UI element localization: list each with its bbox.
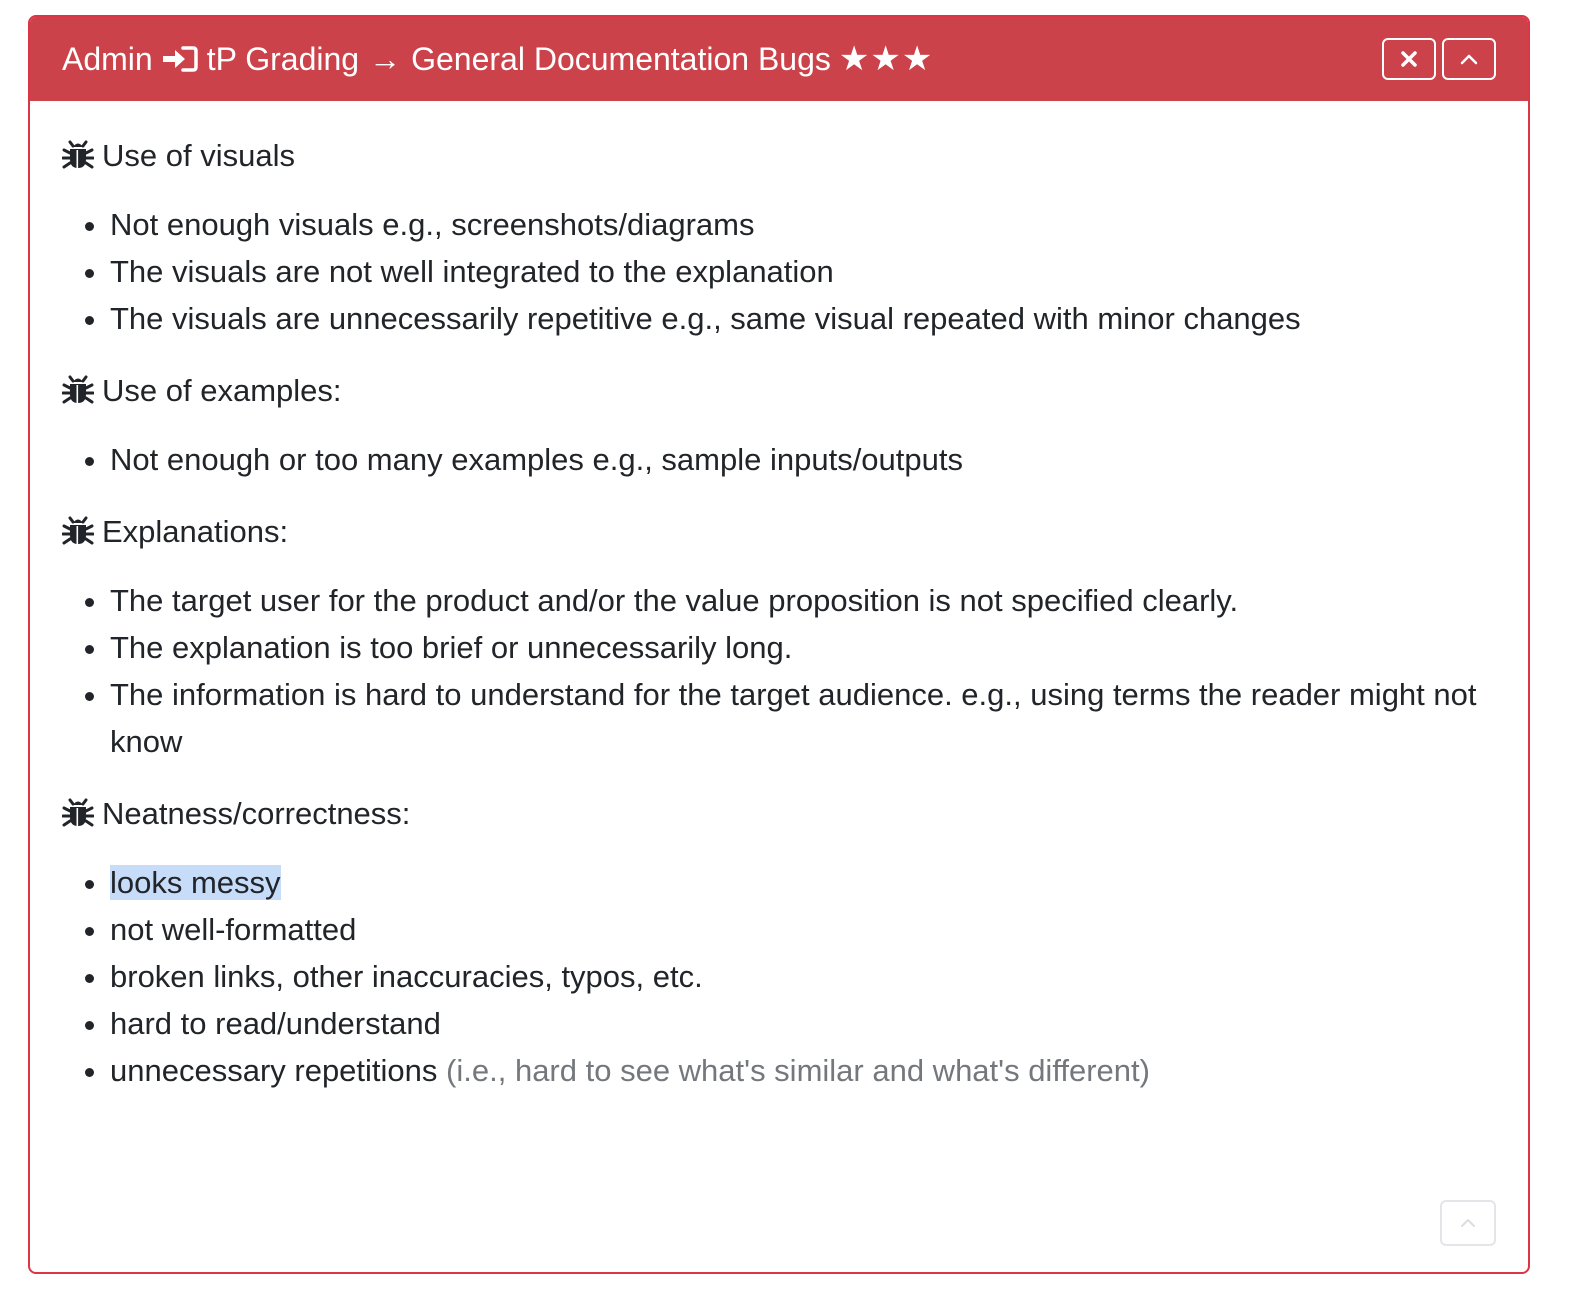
list-item: • The visuals are not well integrated to the explanation [110, 248, 1496, 295]
header-actions [1382, 38, 1496, 80]
section-title-text: Use of examples: [102, 372, 342, 408]
scroll-to-top-button[interactable] [1440, 1200, 1496, 1246]
section-list [62, 436, 1496, 483]
section-title-neatness [62, 789, 1496, 837]
list-item: • not well-formatted [110, 906, 1496, 953]
grading-panel [28, 15, 1530, 1274]
bug-icon [62, 374, 94, 406]
list-item: • broken links, other inaccuracies, typos, etc. [110, 953, 1496, 1000]
section-list [62, 201, 1496, 342]
collapse-button[interactable] [1442, 38, 1496, 80]
breadcrumb-current: General Documentation Bugs [411, 40, 831, 77]
list-item [110, 859, 1496, 906]
panel-header [30, 17, 1528, 101]
section-list [62, 859, 1496, 1094]
list-item: • The explanation is too brief or unnecessarily long. [110, 624, 1496, 671]
breadcrumb-admin: Admin [62, 40, 153, 77]
breadcrumb-tp-grading: tP Grading [206, 40, 360, 77]
section-title-text: Use of visuals [102, 137, 295, 173]
list-item: • The visuals are unnecessarily repetitive e.g., same visual repeated with minor changes [110, 295, 1496, 342]
list-item-text: unnecessary repetitions [110, 1053, 438, 1088]
section-title-visuals [62, 131, 1496, 179]
section-title-text: Neatness/correctness: [102, 795, 411, 831]
section-list [62, 577, 1496, 765]
chevron-up-icon [1458, 1216, 1478, 1230]
list-item: • Not enough visuals e.g., screenshots/diagrams [110, 201, 1496, 248]
panel-body [30, 101, 1528, 1094]
list-item: • The information is hard to understand for the target audience. e.g., using terms the reader might not know [110, 671, 1496, 765]
section-title-examples [62, 366, 1496, 414]
selected-text: looks messy [110, 865, 281, 900]
section-title-text: Explanations: [102, 513, 289, 549]
bug-icon [62, 797, 94, 829]
bug-icon [62, 139, 94, 171]
close-button[interactable] [1382, 38, 1436, 80]
star-rating: ★★★ [838, 40, 934, 78]
bug-icon [62, 515, 94, 547]
list-item-note: (i.e., hard to see what's similar and what's different) [446, 1053, 1150, 1088]
section-title-explanations [62, 507, 1496, 555]
list-item: • hard to read/understand [110, 1000, 1496, 1047]
breadcrumb [62, 39, 933, 79]
list-item: • The target user for the product and/or the value proposition is not specified clearly. [110, 577, 1496, 624]
close-icon [1400, 50, 1418, 68]
arrow-right-icon: → [369, 40, 402, 77]
list-item: • Not enough or too many examples e.g., sample inputs/outputs [110, 436, 1496, 483]
list-item [110, 1047, 1496, 1094]
sign-in-icon [161, 44, 199, 74]
chevron-up-icon [1459, 52, 1479, 66]
